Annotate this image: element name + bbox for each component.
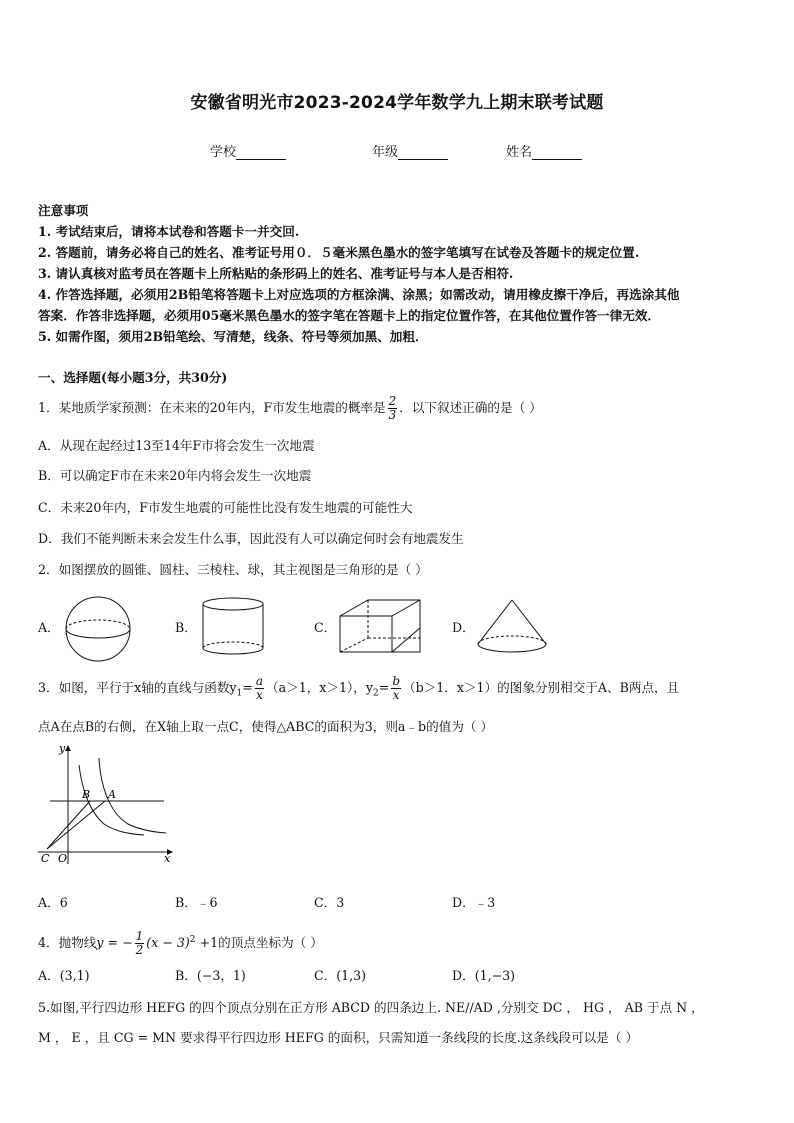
q3-line-2: 点A在点B的右侧，在X轴上取一点C，使得△ABC的面积为3，则a﹣b的值为（ ） <box>38 719 494 734</box>
q4-exponent: 2 <box>189 934 196 945</box>
question-1-stem <box>38 395 542 422</box>
q4-option-c[interactable]: C．(1,3) <box>314 968 367 983</box>
q3-graph <box>34 740 184 868</box>
q3-eq-1: = <box>242 680 253 695</box>
section-heading: 一、选择题(每小题3分，共30分) <box>38 370 228 385</box>
notice-item: 4. 作答选择题，必须用2B铅笔将答题卡上对应选项的方框涂满、涂黑；如需改动，请用橡皮擦干净后，再选涂其他 <box>38 287 680 302</box>
q3-frac-a-num: a <box>255 674 263 688</box>
q4-frac-den: 2 <box>135 943 144 957</box>
q2-option-d-label[interactable]: D． <box>452 620 475 635</box>
q1-option-a[interactable]: A．从现在起经过13至14年F市将会发生一次地震 <box>38 438 315 453</box>
q4-stem-before: 4．抛物线 <box>38 935 97 950</box>
notice-item: 5. 如需作图，须用2B铅笔绘、写清楚，线条、符号等须加黑、加粗． <box>38 329 428 344</box>
page-title: 安徽省明光市2023-2024学年数学九上期末联考试题 <box>190 93 604 113</box>
point-c-label: C <box>41 852 50 865</box>
q3-frac-a-den: x <box>256 688 263 702</box>
q1-option-b[interactable]: B．可以确定F市在未来20年内将会发生一次地震 <box>38 468 312 483</box>
q2-option-c-label[interactable]: C． <box>314 620 337 635</box>
q1-stem-after: ．以下叙述正确的是（ ） <box>399 400 542 415</box>
q1-frac-num: 2 <box>388 394 397 408</box>
q4-plus: +1 <box>195 935 219 950</box>
grade-field[interactable] <box>372 141 448 160</box>
q3-option-a[interactable]: A．6 <box>38 895 68 910</box>
x-axis-label: x <box>164 852 171 865</box>
sphere-figure <box>60 596 136 662</box>
y-axis-label: y <box>59 742 66 755</box>
q4-frac-num: 1 <box>135 929 144 943</box>
name-field[interactable] <box>506 141 582 160</box>
q4-expr: (x − 3) <box>146 935 190 950</box>
q3-option-d[interactable]: D．﹣3 <box>452 895 496 910</box>
q4-stem-after: 的顶点坐标为（ ） <box>218 935 323 950</box>
q3-fraction-a <box>255 675 264 702</box>
cylinder-figure <box>200 596 266 658</box>
q1-stem-before: 1．某地质学家预测：在未来的20年内，F市发生地震的概率是 <box>38 400 386 415</box>
point-b-label: B <box>82 788 91 801</box>
school-blank[interactable] <box>236 146 286 160</box>
q3-sub-1: 1 <box>236 688 243 699</box>
q2-option-a-label[interactable]: A． <box>38 620 60 635</box>
q4-option-b[interactable]: B．(−3，1) <box>175 968 246 983</box>
question-2-stem: 2．如图摆放的圆锥、圆柱、三棱柱、球，其主视图是三角形的是（ ） <box>38 562 428 577</box>
grade-label: 年级 <box>372 145 399 160</box>
segment-ca <box>47 801 105 849</box>
grade-blank[interactable] <box>398 146 448 160</box>
q3-frac-b-den: x <box>392 688 400 702</box>
q4-fraction <box>135 930 145 957</box>
q3-option-b[interactable]: B．﹣6 <box>175 895 218 910</box>
notice-item: 2. 答题前，请务必将自己的姓名、准考证号用０．５毫米黑色墨水的签字笔填写在试卷及答题卡的规定位置. <box>38 245 640 260</box>
q4-option-a[interactable]: A．(3,1) <box>38 968 90 983</box>
origin-label: O <box>58 852 68 865</box>
point-a-label: A <box>108 788 116 801</box>
q3-eq-2: = <box>378 680 390 695</box>
q1-frac-den: 3 <box>388 408 397 422</box>
q4-eq: = − <box>103 935 133 950</box>
school-label: 学校 <box>210 145 237 160</box>
triangular-prism-figure <box>338 598 422 656</box>
cone-figure <box>476 598 548 656</box>
q3-part-1: 3．如图，平行于x轴的直线与函数y <box>38 680 237 695</box>
q4-y: y <box>96 935 104 950</box>
question-4-stem <box>38 930 323 957</box>
q3-cond-1: （a＞1，x＞1），y <box>266 680 374 695</box>
question-5-line-1: 5.如图,平行四边形 HEFG 的四个顶点分别在正方形 ABCD 的四条边上. NE//AD ,分别交 DC ， HG ， AB 于点 N ， <box>38 1000 704 1015</box>
q1-fraction <box>388 395 398 422</box>
q3-cond-2: （b＞1．x＞1）的图象分别相交于A、B两点，且 <box>403 680 680 695</box>
school-field[interactable] <box>210 141 286 160</box>
q3-fraction-b <box>391 675 401 702</box>
q2-option-b-label[interactable]: B． <box>175 620 197 635</box>
notice-item: 答案．作答非选择题，必须用05毫米黑色墨水的签字笔在答题卡上的指定位置作答，在其他位置作答一律无效． <box>38 308 661 323</box>
notice-heading: 注意事项 <box>38 203 89 218</box>
q3-option-c[interactable]: C．3 <box>314 895 345 910</box>
notice-item: 3. 请认真核对监考员在答题卡上所粘贴的条形码上的姓名、准考证号与本人是否相符. <box>38 266 514 281</box>
q4-option-d[interactable]: D．(1,−3) <box>452 968 516 983</box>
q3-sub-2: 2 <box>373 688 379 699</box>
question-3-stem <box>38 675 679 702</box>
q1-option-d[interactable]: D．我们不能判断未来会发生什么事，因此没有人可以确定何时会有地震发生 <box>38 531 464 546</box>
q3-frac-b-num: b <box>392 674 400 688</box>
question-5-line-2: M ， E ，且 CG = MN 要求得平行四边形 HEFG 的面积，只需知道一条线段的长度.这条线段可以是（ ） <box>38 1030 639 1045</box>
name-label: 姓名 <box>506 145 533 160</box>
notice-item: 1. 考试结束后，请将本试卷和答题卡一并交回. <box>38 224 300 239</box>
q1-option-c[interactable]: C．未来20年内，F市发生地震的可能性比没有发生地震的可能性大 <box>38 500 413 515</box>
name-blank[interactable] <box>532 146 582 160</box>
